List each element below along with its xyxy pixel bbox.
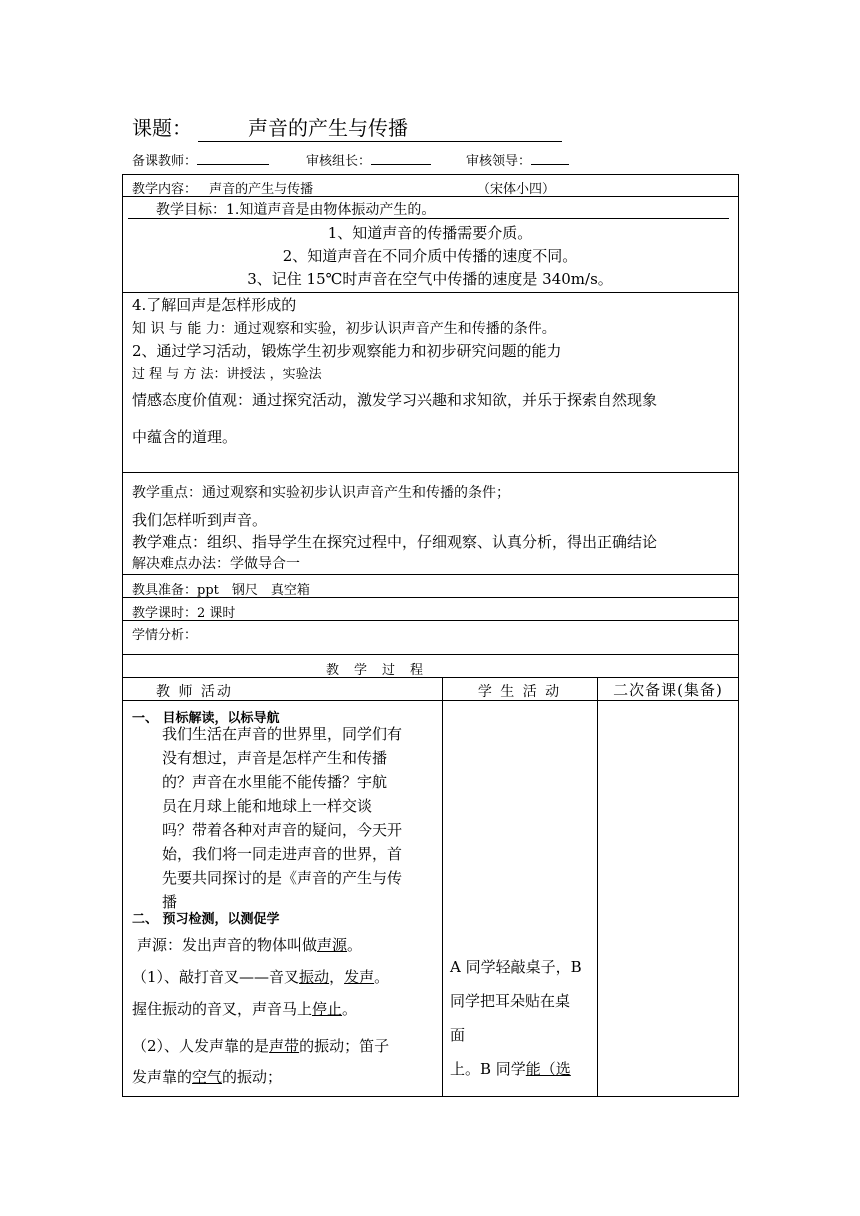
key-point-cont: 我们怎样听到声音。 — [132, 511, 268, 529]
goal-line: 2、知道声音在不同介质中传播的速度不同。 — [282, 247, 578, 265]
teacher-blank — [197, 152, 269, 165]
row-divider — [122, 654, 739, 655]
student-activity-header: 学 生 活 动 — [477, 684, 562, 700]
answer: 声源 — [317, 936, 348, 954]
goal-line: 3、记住 15℃时声音在空气中传播的速度是 340m/s。 — [247, 270, 613, 288]
text: ， — [329, 968, 345, 986]
class-hours: 教学课时：2 课时 — [132, 606, 236, 621]
second-prep-header: 二次备课(集备) — [613, 681, 723, 699]
section-1-body — [162, 722, 438, 914]
group-leader-field — [306, 150, 431, 169]
leader-label: 审核领导： — [466, 154, 532, 169]
answer: 声带 — [269, 1037, 300, 1055]
text: 。 — [347, 936, 363, 954]
text: 发声靠的 — [132, 1068, 193, 1086]
student-line — [450, 1057, 571, 1081]
process-method: 过 程 与 方 法：讲授法 ，实验法 — [132, 367, 322, 382]
teacher-activity-header: 教 师 活动 — [156, 684, 233, 700]
section-1-title: 一、 目标解读，以标导航 — [132, 711, 280, 726]
leader-field — [466, 150, 569, 169]
emotion-goal-cont: 中蕴含的道理。 — [132, 428, 238, 446]
knowledge-goal: 知 识 与 能 力：通过观察和实验，初步认识声音产生和传播的条件。 — [132, 321, 556, 337]
student-line: A 同学轻敲桌子，B — [450, 958, 582, 976]
item-1-cont — [132, 997, 357, 1021]
answer: 能（选 — [525, 1060, 571, 1078]
student-line: 同学把耳朵贴在桌 — [450, 992, 571, 1010]
goal-line: 4.了解回声是怎样形成的 — [132, 296, 297, 314]
section-1-line: 始，我们将一同走进声音的世界，首 — [162, 845, 403, 863]
row-divider — [122, 472, 739, 473]
group-leader-blank — [371, 152, 431, 165]
process-title: 教 学 过 程 — [325, 663, 424, 678]
lesson-title — [132, 112, 562, 142]
sound-source-def — [137, 933, 362, 957]
content-value: 声音的产生与传播 — [209, 182, 314, 197]
item-1 — [132, 965, 389, 989]
table-border-left — [122, 174, 123, 1097]
table-border-top — [122, 174, 739, 175]
teacher-label: 备课教师： — [132, 154, 198, 169]
solution: 解决难点办法：学做导合一 — [132, 556, 300, 572]
table-border-right — [738, 174, 739, 1097]
section-1-line: 的？声音在水里能不能传播？宇航 — [162, 773, 388, 791]
section-1-line: 我们生活在声音的世界里，同学们有 — [162, 725, 403, 743]
column-divider — [597, 677, 598, 1096]
column-divider — [442, 677, 443, 1096]
item-2 — [132, 1034, 389, 1058]
text: （1）、敲打音叉——音叉 — [132, 968, 300, 986]
text: 。 — [374, 968, 390, 986]
student-analysis: 学情分析： — [132, 628, 198, 643]
title-label: 课题： — [132, 116, 192, 140]
goal-line: 1、知道声音的传播需要介质。 — [327, 224, 533, 242]
answer: 停止 — [312, 1000, 343, 1018]
text: 的振动；笛子 — [299, 1037, 390, 1055]
emotion-goal: 情感态度价值观：通过探究活动，激发学习兴趣和求知欲，并乐于探索自然现象 — [132, 391, 658, 409]
text: 的振动； — [222, 1068, 283, 1086]
row-divider — [122, 292, 739, 293]
section-1-line: 吗？带着各种对声音的疑问，今天开 — [162, 821, 403, 839]
student-line: 面 — [450, 1026, 466, 1044]
difficulty: 教学难点：组织、指导学生在探究过程中，仔细观察、认真分析，得出正确结论 — [132, 533, 658, 551]
content-row — [132, 178, 313, 197]
row-divider — [122, 574, 739, 575]
section-1-line: 员在月球上能和地球上一样交谈 — [162, 797, 373, 815]
section-1-line: 播 — [162, 893, 178, 911]
leader-blank — [531, 152, 569, 165]
key-point: 教学重点：通过观察和实验初步认识声音产生和传播的条件； — [132, 485, 510, 501]
text: 声源：发出声音的物体叫做 — [137, 936, 318, 954]
content-label: 教学内容： — [132, 182, 198, 197]
group-leader-label: 审核组长： — [306, 154, 372, 169]
teacher-field — [132, 150, 269, 169]
answer: 振动 — [299, 968, 330, 986]
text: 握住振动的音叉，声音马上 — [132, 1000, 313, 1018]
title-value: 声音的产生与传播 — [198, 112, 562, 142]
answer: 空气 — [192, 1068, 223, 1086]
teaching-aids: 教具准备：ppt 钢尺 真空箱 — [132, 583, 310, 598]
answer: 发声 — [344, 968, 375, 986]
item-2-cont — [132, 1065, 282, 1089]
ability-goal: 2、通过学习活动，锻炼学生初步观察能力和初步研究问题的能力 — [132, 342, 562, 360]
section-2-title: 二、 预习检测，以测促学 — [132, 912, 280, 927]
text: 上。B 同学 — [450, 1060, 526, 1078]
text: 。 — [342, 1000, 358, 1018]
section-1-line: 没有想过，声音是怎样产生和传播 — [162, 749, 388, 767]
table-border-bottom — [122, 1096, 739, 1097]
text: （2）、人发声靠的是 — [132, 1037, 270, 1055]
font-note: （宋体小四） — [477, 182, 556, 197]
goals-intro: 教学目标：1.知道声音是由物体振动产生的。 — [156, 202, 436, 218]
section-1-line: 先要共同探讨的是《声音的产生与传 — [162, 869, 403, 887]
